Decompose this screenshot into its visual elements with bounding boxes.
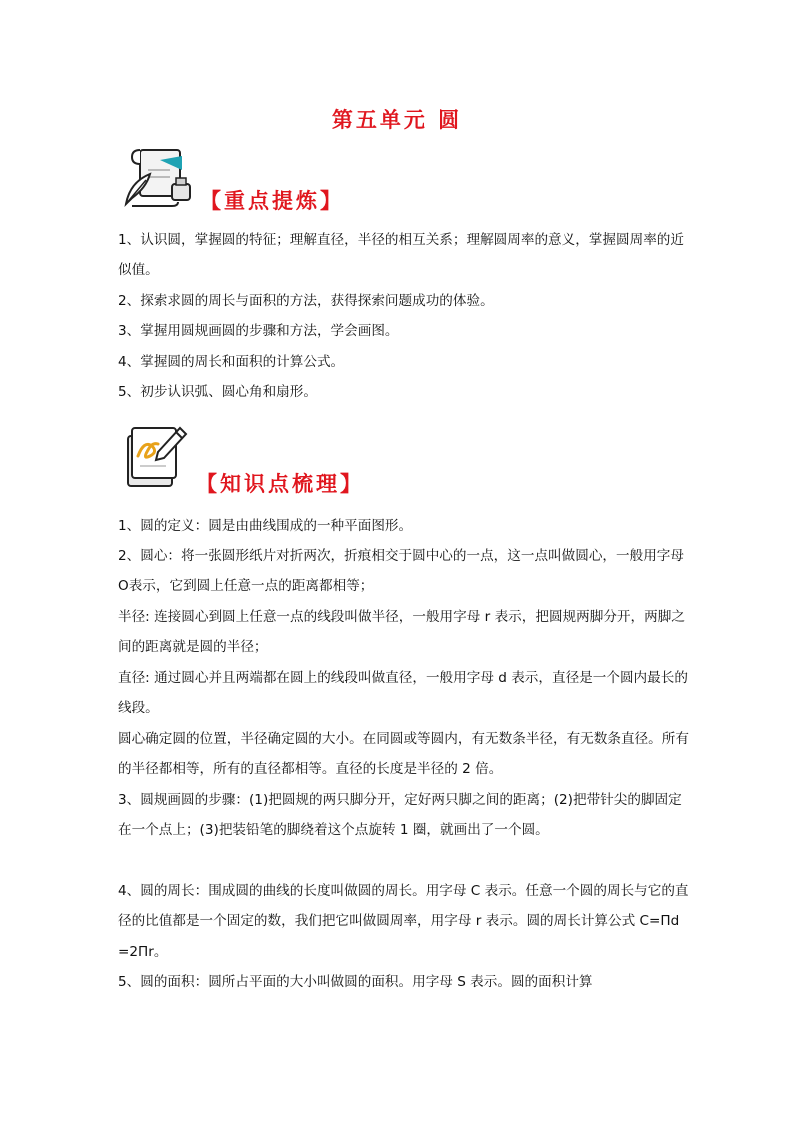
knowledge-item: 圆心确定圆的位置，半径确定圆的大小。在同圆或等圆内，有无数条半径，有无数条直径。所有的半径都相等，所有的直径都相等。直径的长度是半径的 2 倍。 xyxy=(118,731,689,778)
key-point-item: 5、初步认识弧、圆心角和扇形。 xyxy=(118,384,317,400)
knowledge-item: 3、圆规画圆的步骤：(1)把圆规的两只脚分开，定好两只脚之间的距离；(2)把带针尖的脚固定在一个点上；(3)把装铅笔的脚绕着这个点旋转 1 圈，就画出了一个圆。 xyxy=(118,792,682,839)
key-point-item: 3、掌握用圆规画圆的步骤和方法，学会画图。 xyxy=(118,323,399,339)
key-point-item: 4、掌握圆的周长和面积的计算公式。 xyxy=(118,354,345,370)
key-point-item: 2、探索求圆的周长与面积的方法，获得探索问题成功的体验。 xyxy=(118,293,494,309)
knowledge-item: 5、圆的面积：圆所占平面的大小叫做圆的面积。用字母 S 表示。圆的面积计算 xyxy=(118,974,593,990)
scroll-quill-icon xyxy=(120,146,198,210)
page-title: 第五单元 圆 xyxy=(331,107,463,132)
key-point-item: 1、认识圆，掌握圆的特征；理解直径，半径的相互关系；理解圆周率的意义，掌握圆周率的近似值。 xyxy=(118,232,684,279)
key-points-heading: 【重点提炼】 xyxy=(200,188,344,213)
notepad-pencil-icon xyxy=(122,422,188,494)
knowledge-item: 1、圆的定义：圆是由曲线围成的一种平面图形。 xyxy=(118,518,413,534)
knowledge-item: 半径: 连接圆心到圆上任意一点的线段叫做半径，一般用字母 r 表示，把圆规两脚分开，两脚之间的距离就是圆的半径； xyxy=(118,609,685,656)
knowledge-item: 直径: 通过圆心并且两端都在圆上的线段叫做直径，一般用字母 d 表示，直径是一个圆内最长的线段。 xyxy=(118,670,688,717)
knowledge-heading: 【知识点梳理】 xyxy=(196,471,364,496)
knowledge-item: 2、圆心：将一张圆形纸片对折两次，折痕相交于圆中心的一点，这一点叫做圆心，一般用字母O表示，它到圆上任意一点的距离都相等； xyxy=(118,548,684,595)
knowledge-item: 4、圆的周长：围成圆的曲线的长度叫做圆的周长。用字母 C 表示。任意一个圆的周长与它的直径的比值都是一个固定的数，我们把它叫做圆周率，用字母 r 表示。圆的周长计算公式 C=Πd=2Πr。 xyxy=(118,883,689,960)
